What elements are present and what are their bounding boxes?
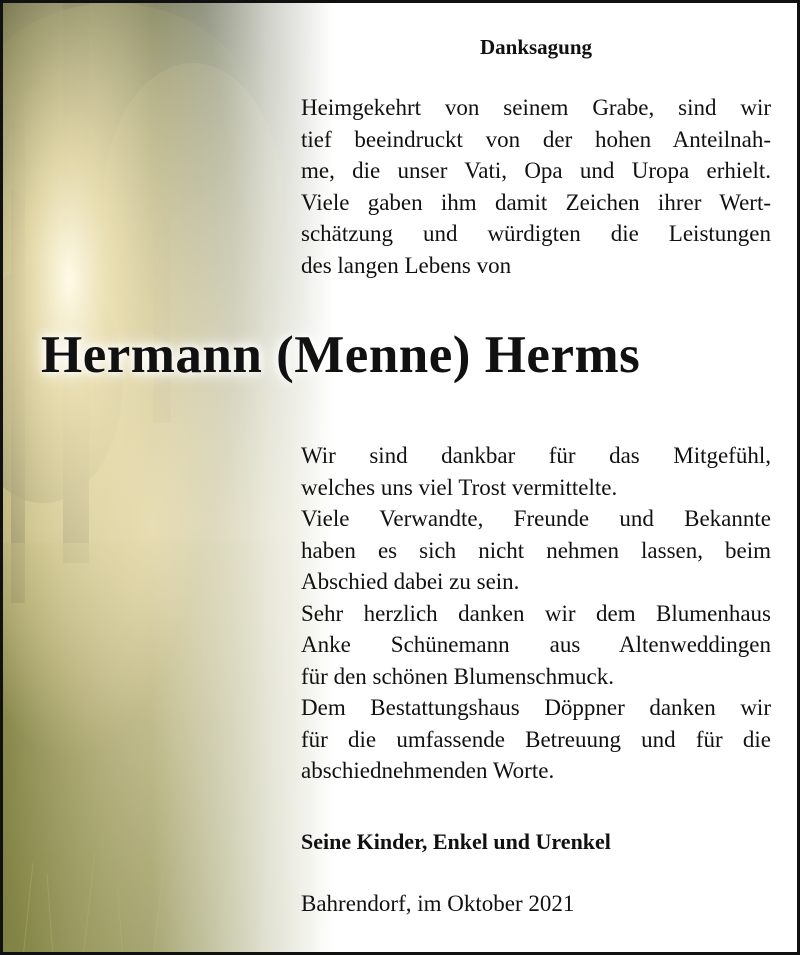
forest-sunlight-image xyxy=(3,3,333,955)
text-line: Viele Verwandte, Freunde und Bekannte xyxy=(301,506,771,531)
text-line: Abschied dabei zu sein. xyxy=(301,569,520,594)
text-line: tief beeindruckt von der hohen Anteilnah- xyxy=(301,126,771,152)
text-line: welches uns viel Trost vermittelte. xyxy=(301,474,618,500)
intro-paragraph xyxy=(301,92,771,281)
text-line: für den schönen Blumenschmuck. xyxy=(301,663,614,689)
deceased-name: Hermann (Menne) Herms xyxy=(41,326,641,384)
text-line: Dem Bestattungshaus Döppner danken wir xyxy=(301,695,771,720)
signature: Seine Kinder, Enkel und Urenkel xyxy=(301,829,611,854)
text-line: für die umfassende Betreuung und für die xyxy=(301,726,771,752)
text-line: des langen Lebens von xyxy=(301,252,512,278)
text-line: haben es sich nicht nehmen lassen, beim xyxy=(301,537,771,563)
text-line: Wir sind dankbar für das Mitgefühl, xyxy=(301,443,771,468)
notice-heading: Danksagung xyxy=(479,35,593,59)
text-line: Viele gaben ihm damit Zeichen ihrer Wert- xyxy=(301,189,771,215)
text-line: Anke Schünemann aus Altenweddingen xyxy=(301,632,771,657)
text-line: schätzung und würdigten die Leistungen xyxy=(301,221,771,246)
text-line: Sehr herzlich danken wir dem Blumenhaus xyxy=(301,600,771,626)
text-line: Heimgekehrt von seinem Grabe, sind wir xyxy=(301,95,771,120)
thanks-paragraph xyxy=(301,440,771,787)
place-date: Bahrendorf, im Oktober 2021 xyxy=(301,891,575,916)
text-line: me, die unser Vati, Opa und Uropa erhielt. xyxy=(301,158,771,183)
text-line: abschiednehmenden Worte. xyxy=(301,758,555,783)
